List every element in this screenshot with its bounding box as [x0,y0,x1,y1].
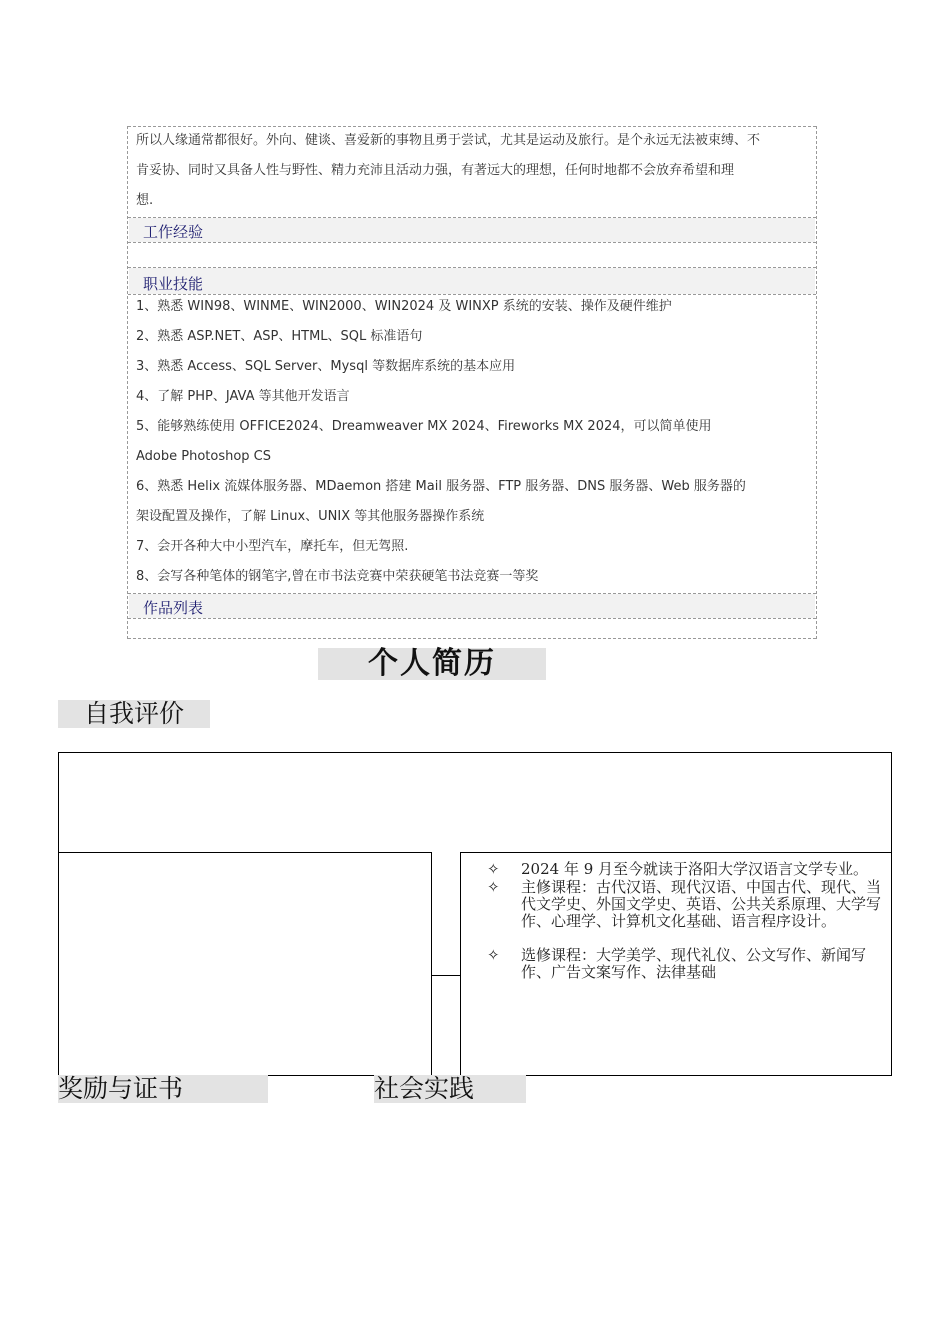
awards-heading: 奖励与证书 [58,1075,268,1103]
education-text: 主修课程：古代汉语、现代汉语、中国古代、现代、当代文学史、外国文学史、英语、公共关系原理、大学写作、心理学、计算机文化基础、语言程序设计。 [521,878,882,930]
skills-heading: 职业技能 [143,275,204,293]
skill-line: 1、熟悉 WIN98、WINME、WIN2000、WIN2024 及 WINXP 系统的安装、操作及硬件维护 [136,299,672,314]
star-bullet-icon: ✧ [487,946,500,964]
education-box [460,852,892,1076]
skill-line: 2、熟悉 ASP.NET、ASP、HTML、SQL 标准语句 [136,329,423,344]
skill-line: 4、了解 PHP、JAVA 等其他开发语言 [136,389,350,404]
intro-paragraph [136,126,808,216]
star-bullet-icon: ✧ [487,878,500,896]
education-text: 选修课程：大学美学、现代礼仪、公文写作、新闻写作、广告文案写作、法律基础 [521,946,867,981]
skill-line: Adobe Photoshop CS [136,449,272,464]
works-heading: 作品列表 [143,599,204,617]
star-bullet-icon: ✧ [487,860,500,878]
skill-line: 8、会写各种笔体的钢笔字,曾在市书法竞赛中荣获硬笔书法竞赛一等奖 [136,569,539,584]
skill-line: 7、会开各种大中小型汽车，摩托车，但无驾照. [136,539,409,554]
intro-line: 想. [136,193,154,208]
skills-band [129,268,815,294]
skill-line: 6、熟悉 Helix 流媒体服务器、MDaemon 搭建 Mail 服务器、FTP 服务器、DNS 服务器、Web 服务器的 [136,479,746,494]
resume-detail-table [127,126,817,639]
intro-line: 所以人缘通常都很好。外向、健谈、喜爱新的事物且勇于尝试，尤其是运动及旅行。是个永远无法被束缚、不 [136,133,761,148]
social-practice-heading: 社会实践 [374,1075,526,1103]
self-evaluation-heading: 自我评价 [58,700,210,728]
skill-line: 架设配置及操作，了解 Linux、UNIX 等其他服务器操作系统 [136,509,485,524]
resume-title: 个人简历 [318,648,546,680]
work-experience-heading: 工作经验 [143,223,204,241]
work-experience-band [129,218,815,242]
awards-box [58,852,432,1076]
intro-line: 肯妥协、同时又具备人性与野性、精力充沛且活动力强，有著远大的理想，任何时地都不会放弃希望和理 [136,163,735,178]
works-band [129,594,815,618]
education-text: 2024 年 9 月至今就读于洛阳大学汉语言文学专业。 [521,860,869,878]
skill-line: 3、熟悉 Access、SQL Server、Mysql 等数据库系统的基本应用 [136,359,516,374]
skill-line: 5、能够熟练使用 OFFICE2024、Dreamweaver MX 2024、Fireworks MX 2024，可以简单使用 [136,419,712,434]
skills-list [136,292,808,592]
